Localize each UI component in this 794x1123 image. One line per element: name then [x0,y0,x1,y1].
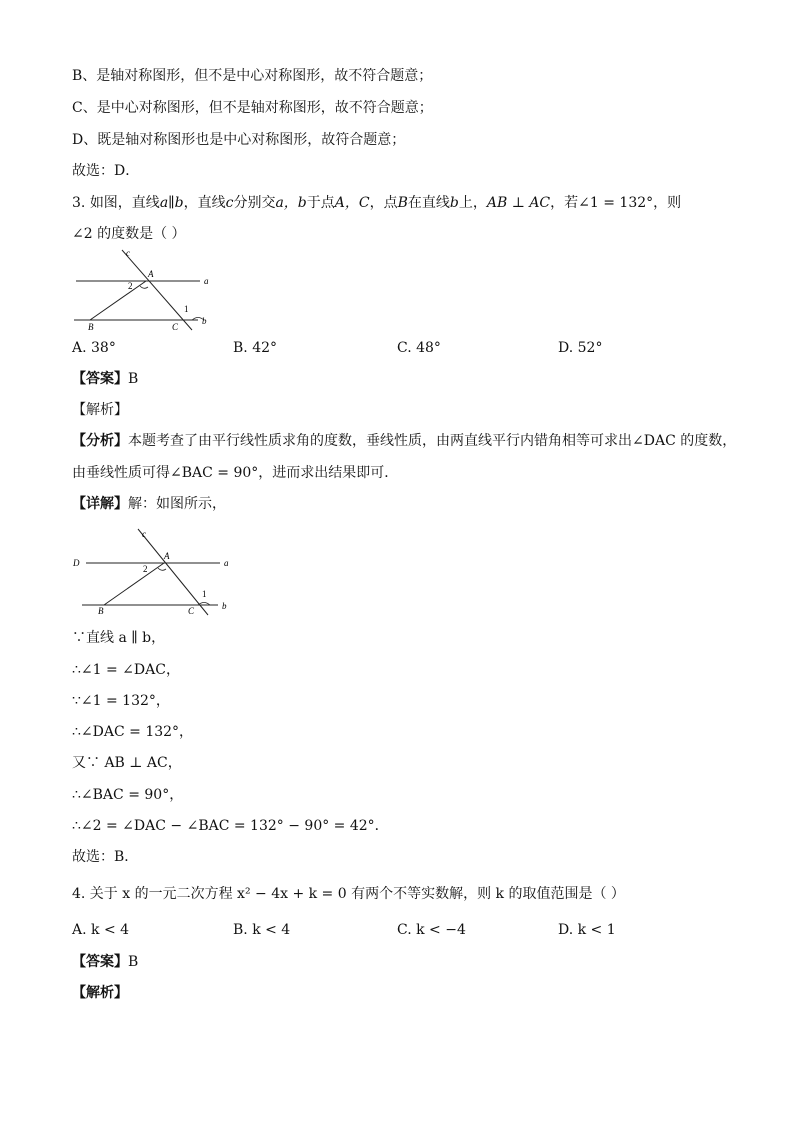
label-2: 2 [143,564,148,574]
answer-value: B [128,371,139,387]
detail-text: 解：如图所示， [128,496,226,512]
step-4: ∴∠DAC = 132°， [72,724,194,740]
q3-stem-text-10: b [449,195,459,211]
q3-option-a: A. 38° [72,340,116,356]
q3-parallel: ∥ [168,195,175,211]
q3-stem-text-4: a，b [275,195,307,211]
q3-stem-text-5: 于点 [306,195,335,211]
label-c: c [142,529,146,539]
label-A: A [148,269,154,279]
step-7: ∴∠2 = ∠DAC − ∠BAC = 132° − 90° = 42°． [72,818,389,834]
label-1: 1 [202,589,207,599]
q3-number: 3. [72,195,86,211]
q3-stem-text-13: ，若∠1 = 132°，则 [550,195,682,211]
label-c: c [126,248,130,258]
step-8: 故选：B． [72,849,139,865]
angle-2-arc [158,568,166,570]
q3-var-a: a [159,195,169,211]
segment-ab [90,281,146,320]
label-C: C [172,322,179,332]
label-B: B [98,606,104,616]
q4-option-b: B. k < 4 [233,922,291,938]
fenxi-tag: 【分析】 [72,433,128,449]
q3-fenxi-line1 [72,431,736,451]
q3-stem-text-3: 分别交 [233,195,276,211]
q3-stem-text-7: ，点 [369,195,398,211]
q3-stem-text-2: ，直线 [183,195,226,211]
q4-option-a: A. k < 4 [72,922,130,938]
answer-value: B [128,954,139,970]
q4-option-c: C. k < −4 [397,922,466,938]
label-C: C [188,606,195,616]
q3-stem-text-6: A，C [334,195,370,211]
q3-detail-line [72,494,226,514]
q3-stem-text-9: 在直线 [407,195,450,211]
label-a: a [204,276,209,286]
fenxi-text-1: 本题考查了由平行线性质求角的度数，垂线性质，由两直线平行内错角相等可求出∠DAC 的度数， [128,433,737,449]
label-1: 1 [184,304,189,314]
label-b: b [222,601,227,611]
step-5: 又∵ AB ⊥ AC， [72,755,182,771]
answer-tag: 【答案】 [72,371,128,387]
q3-stem-text-8: B [397,195,408,211]
q3-stem-line2: ∠2 的度数是（ ） [72,226,186,242]
step-6: ∴∠BAC = 90°， [72,787,184,803]
q2-choose: 故选：D． [72,163,140,179]
q3-figure-2 [70,523,240,617]
q3-option-b: B. 42° [233,340,278,356]
line-c [138,529,208,615]
detail-tag: 【详解】 [72,496,128,512]
q4-stem: 4. 关于 x 的一元二次方程 x² − 4x + k = 0 有两个不等实数解，则 k 的取值范围是（ ） [72,886,625,902]
label-A: A [164,551,170,561]
answer-tag: 【答案】 [72,954,128,970]
step-2: ∴∠1 = ∠DAC， [72,662,180,678]
step-3: ∵∠1 = 132°， [72,693,170,709]
step-1: ∵直线 a ∥ b， [72,630,166,646]
q3-fenxi-line2: 由垂线性质可得∠BAC = 90°，进而求出结果即可． [72,465,399,481]
label-2: 2 [128,281,133,291]
q4-answer [72,952,138,972]
segment-ab [104,563,164,605]
angle-2-arc [140,286,148,288]
q4-option-d: D. k < 1 [558,922,616,938]
q3-analysis-tag: 【解析】 [72,402,128,418]
q3-stem-text-11: 上， [458,195,487,211]
q3-option-d: D. 52° [558,340,603,356]
q3-var-b: b [174,195,184,211]
q3-stem-line1 [72,193,681,213]
q4-analysis-tag: 【解析】 [72,985,128,1001]
c-option-explanation: C、是中心对称图形，但不是轴对称图形，故不符合题意； [72,100,433,116]
d-option-explanation: D、既是轴对称图形也是中心对称图形，故符合题意； [72,132,406,148]
label-D: D [73,558,80,568]
q3-option-c: C. 48° [397,340,441,356]
q3-answer [72,369,138,389]
q3-stem-text-1: 如图，直线 [89,195,160,211]
label-B: B [88,322,94,332]
q3-stem-text-12: AB ⊥ AC [486,195,551,211]
q3-figure-1 [68,246,218,332]
label-b: b [202,316,207,326]
b-option-explanation: B、是轴对称图形，但不是中心对称图形，故不符合题意； [72,68,433,84]
label-a: a [224,558,229,568]
q3-var-c: c [225,195,234,211]
